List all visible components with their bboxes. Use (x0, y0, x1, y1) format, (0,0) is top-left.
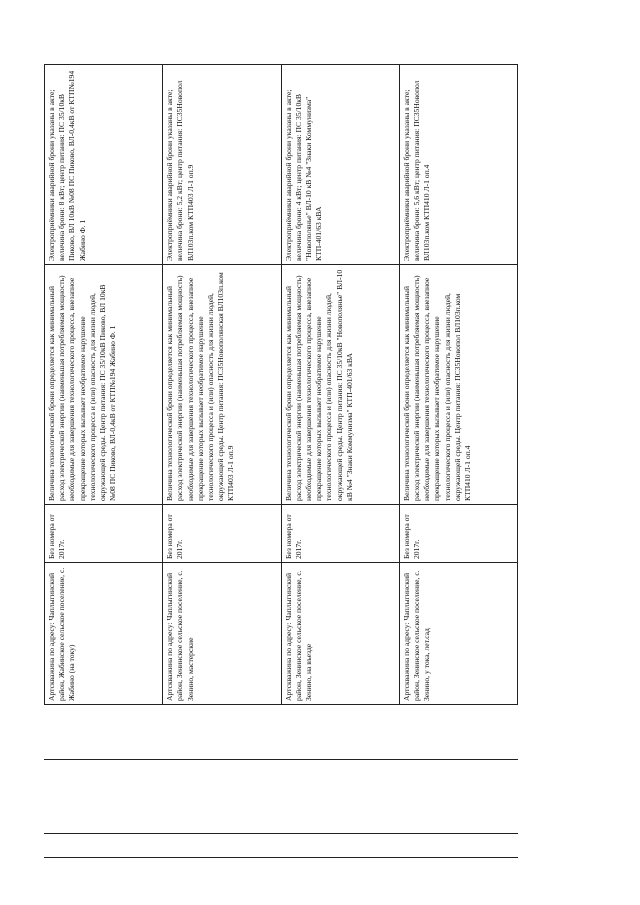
table-row (45, 65, 163, 705)
tech-reserve-cell: Величина технологической брони определяется как минимальный расход электрической энергии (наименьшая потребляемая мощность) необходимые для завершения технологического процесса, внезапное прекращение которых вызывает необратимое нарушение технологического процесса и (или) опасность для жизни людей, окружающей среды. Центр питания: ПС 35/10кВ "Новополянье" ВЛ-10 кВ №4 "Знаки Коммунизма" КТП-401/63 кВА (281, 265, 399, 505)
document-number-cell: Без номера от 2017г. (281, 505, 399, 563)
tech-reserve-cell: Величина технологической брони определяется как минимальный расход электрической энергии (наименьшая потребляемая мощность) необходимые для завершения технологического процесса, внезапное прекращение которых вызывает необратимое нарушение технологического процесса и (или) опасность для жизни людей, окружающей среды. Центр питания: ПС35Новопол ВЛ103п.ком КТП410 Л-1 оп.4 (399, 265, 517, 505)
address-cell: Артскважина по адресу: Чаплыгинский район, Зенинское сельское поселение, с. Зенино, мастерские (163, 563, 281, 705)
emergency-reserve-cell: Электроприёмники аварийной брони указаны в акте; величина брони: 4 кВт; центр питания: ПС 35/10кВ "Новополянье" ВЛ-10 кВ №4 "Знаки Коммунизма" КТП-401/63 кВА (281, 65, 399, 265)
table-row (281, 65, 399, 705)
table-row (399, 65, 517, 705)
table-row (163, 65, 281, 705)
divider-line (44, 857, 518, 858)
tech-reserve-cell: Величина технологической брони определяется как минимальный расход электрической энергии (наименьшая потребляемая мощность) необходимые для завершения технологического процесса, внезапное прекращение которых вызывает необратимое нарушение технологического процесса и (или) опасность для жизни людей, окружающей среды. Центр питания: ПС 35/10кВ Пиково, ВЛ 10кВ №08 ПС Пиково, ВЛ-0,4кВ от КТП№194 Жабино Ф. 1 (45, 265, 163, 505)
document-number-cell: Без номера от 2017г. (45, 505, 163, 563)
emergency-reserve-cell: Электроприёмники аварийной брони указаны в акте; величина брони: 5,6 кВт; центр питания: ПС35Новопол ВЛ103п.ком КТП410 Л-1 оп.4 (399, 65, 517, 265)
tech-reserve-cell: Величина технологической брони определяется как минимальный расход электрической энергии (наименьшая потребляемая мощность) необходимые для завершения технологического процесса, внезапное прекращение которых вызывает необратимое нарушение технологического процесса и (или) опасность для жизни людей, окружающей среды. Центр питания: ПС35Новополянская ВЛ103п.ком КТП403 Л-1 оп.9 (163, 265, 281, 505)
emergency-reserve-cell: Электроприёмники аварийной брони указаны в акте; величина брони: 8 кВт; центр питания: ПС 35/10кВ Пиково, ВЛ 10кВ №08 ПС Пиково, ВЛ-0,4кВ от КТП№194 Жабино Ф. 1 (45, 65, 163, 265)
address-cell: Артскважина по адресу: Чаплыгинский район, Жабинское сельское поселение, с. Жабино (на току) (45, 563, 163, 705)
divider-line (44, 833, 518, 834)
address-cell: Артскважина по адресу: Чаплыгинский район, Зенинское сельское поселение, с. Зенино, у тока, лет.сад (399, 563, 517, 705)
address-cell: Артскважина по адресу: Чаплыгинский район, Зенинское сельское поселение, с. Зенино, на въезде (281, 563, 399, 705)
document-number-cell: Без номера от 2017г. (399, 505, 517, 563)
divider-line (44, 759, 518, 760)
reservation-table (44, 64, 518, 705)
rotated-table-container (44, 65, 518, 705)
document-number-cell: Без номера от 2017г. (163, 505, 281, 563)
emergency-reserve-cell: Электроприёмники аварийной брони указаны в акте; величина брони: 5,2 кВт; центр питания: ПС35Новопол ВЛ103п.ком КТП403 Л-1 оп.9 (163, 65, 281, 265)
